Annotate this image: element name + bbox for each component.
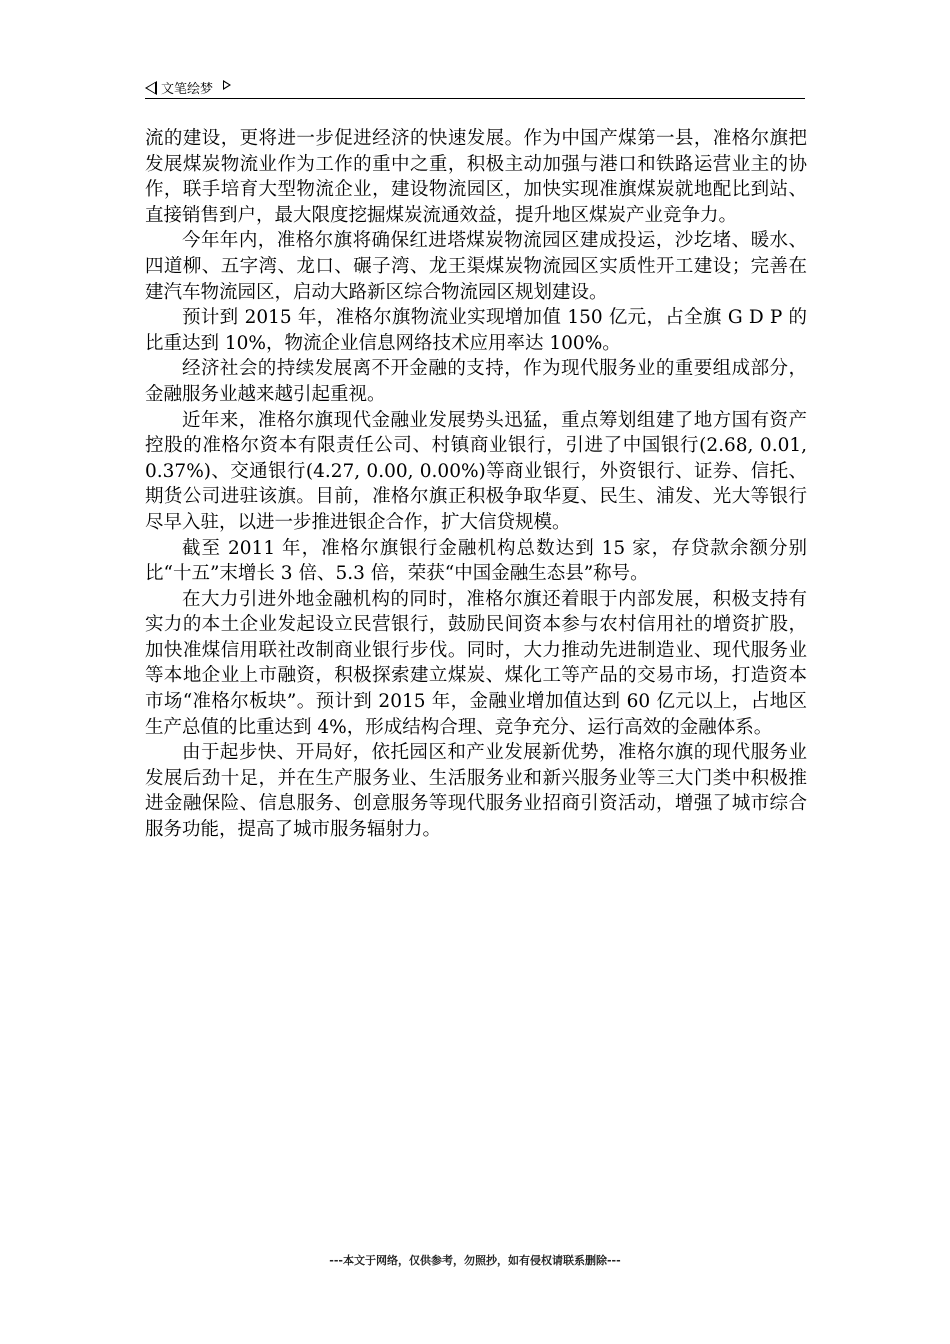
left-triangle-icon: [145, 81, 157, 95]
paragraph: 由于起步快、开局好，依托园区和产业发展新优势，准格尔旗的现代服务业发展后劲十足，并在生产服务业、生活服务业和新兴服务业等三大门类中积极推进金融保险、信息服务、创意服务等现代服务业招商引资活动，增强了城市综合服务功能，提高了城市服务辐射力。: [145, 742, 807, 841]
page-header: [145, 76, 805, 99]
paragraph: 预计到 2015 年，准格尔旗物流业实现增加值 150 亿元，占全旗 G D P 的比重达到 10%，物流企业信息网络技术应用率达 100%。: [145, 307, 807, 354]
paragraph: 经济社会的持续发展离不开金融的支持，作为现代服务业的重要组成部分，金融服务业越来越引起重视。: [145, 358, 807, 405]
header-brand: [145, 78, 231, 97]
paragraph: 今年年内，准格尔旗将确保红进塔煤炭物流园区建成投运，沙圪堵、暖水、四道柳、五字湾、龙口、碾子湾、龙王渠煤炭物流园区实质性开工建设；完善在建汽车物流园区，启动大路新区综合物流园区规划建设。: [145, 230, 807, 303]
right-triangle-icon: [223, 80, 231, 90]
paragraph: 在大力引进外地金融机构的同时，准格尔旗还着眼于内部发展，积极支持有实力的本土企业发起设立民营银行，鼓励民间资本参与农村信用社的增资扩股，加快准煤信用联社改制商业银行步伐。同时，大力推动先进制造业、现代服务业等本地企业上市融资，积极探索建立煤炭、煤化工等产品的交易市场，打造资本市场“准格尔板块”。预计到 2015 年，金融业增加值达到 60 亿元以上，占地区生产总值的比重达到 4%，形成结构合理、竞争充分、运行高效的金融体系。: [145, 588, 807, 738]
paragraph: 近年来，准格尔旗现代金融业发展势头迅猛，重点筹划组建了地方国有资产控股的准格尔资本有限责任公司、村镇商业银行，引进了中国银行(2.68, 0.01, 0.37%)、交通银行(4.27, 0.00, 0.00%)等商业银行，外资银行、证券、信托、期货公司进驻该旗。目前，准格尔旗正积极争取华夏、民生、浦发、光大等银行尽早入驻，以进一步推进银企合作，扩大信贷规模。: [145, 409, 807, 533]
paragraph: 流的建设，更将进一步促进经济的快速发展。作为中国产煤第一县，准格尔旗把发展煤炭物流业作为工作的重中之重，积极主动加强与港口和铁路运营业主的协作，联手培育大型物流企业，建设物流园区，加快实现准旗煤炭就地配比到站、直接销售到户，最大限度挖掘煤炭流通效益，提升地区煤炭产业竞争力。: [145, 128, 807, 226]
brand-text: 文笔绘梦: [161, 82, 214, 97]
document-body: [145, 126, 807, 843]
page-footer: ---本文于网络，仅供参考，勿照抄，如有侵权请联系删除---: [329, 1254, 621, 1267]
paragraph: 截至 2011 年，准格尔旗银行金融机构总数达到 15 家，存贷款余额分别比“十五”末增长 3 倍、5.3 倍，荣获“中国金融生态县”称号。: [145, 537, 807, 585]
